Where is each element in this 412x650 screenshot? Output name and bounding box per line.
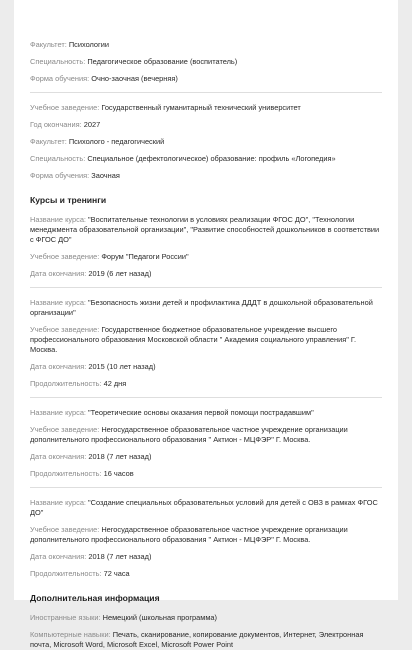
course-end-date-row: Дата окончания: 2018 (7 лет назад) <box>30 452 152 461</box>
course-institution-row: Учебное заведение: Негосударственное образовательное частное учреждение организации дополнительного профессионального образования " Актион - МЦФЭР" Г. Москва. <box>30 425 348 444</box>
resume-page <box>14 0 398 649</box>
course-item <box>30 408 382 479</box>
course-duration-row: Продолжительность: 72 часа <box>30 569 130 578</box>
course-item <box>30 215 382 279</box>
divider <box>30 487 382 488</box>
course-item <box>30 298 382 389</box>
graduation-year-row: Год окончания: 2027 <box>30 120 101 129</box>
divider <box>30 397 382 398</box>
course-name-row: Название курса: "Создание специальных образовательных условий для детей с ОВЗ в рамках ФГОС ДО" <box>30 498 378 517</box>
course-duration-row: Продолжительность: 42 дня <box>30 379 127 388</box>
course-institution-row: Учебное заведение: Негосударственное образовательное частное учреждение организации дополнительного профессионального образования " Актион - МЦФЭР" Г. Москва. <box>30 525 348 544</box>
course-end-date-row: Дата окончания: 2018 (7 лет назад) <box>30 552 152 561</box>
computer-skills-row: Компьютерные навыки: Печать, сканирование, копирование документов, Интернет, Электронная почта, Microsoft Word, Microsoft Excel, Microsoft Power Point <box>30 630 364 649</box>
course-item <box>30 498 382 579</box>
specialty-row: Специальность: Специальное (дефектологическое) образование: профиль «Логопедия» <box>30 154 336 163</box>
study-form-row: Форма обучения: Очно-заочная (вечерняя) <box>30 74 178 83</box>
course-name-row: Название курса: "Безопасность жизни детей и профилактика ДДДТ в дошкольной образовательной организации" <box>30 298 373 317</box>
course-institution-row: Учебное заведение: Государственное бюджетное образовательное учреждение высшего профессионального образования Московской области " Академия социального управления" Г. Москва. <box>30 325 357 354</box>
institution-row: Учебное заведение: Государственный гуманитарный технический университет <box>30 103 301 112</box>
courses-section-title: Курсы и тренинги <box>30 195 107 205</box>
course-end-date-row: Дата окончания: 2019 (6 лет назад) <box>30 269 152 278</box>
course-name-row: Название курса: "Воспитательные технологии в условиях реализации ФГОС ДО", "Технологии менеджмента образовательной организации", "Развитие способностей дошкольников в соответствии с ФГОС ДО" <box>30 215 380 244</box>
languages-row: Иностранные языки: Немецкий (школьная программа) <box>30 613 217 622</box>
divider <box>30 92 382 93</box>
course-duration-row: Продолжительность: 16 часов <box>30 469 134 478</box>
course-institution-row: Учебное заведение: Форум "Педагоги России" <box>30 252 189 261</box>
additional-section-title: Дополнительная информация <box>30 593 160 603</box>
faculty-row: Факультет: Психологии <box>30 40 109 49</box>
study-form-row: Форма обучения: Заочная <box>30 171 120 180</box>
course-end-date-row: Дата окончания: 2015 (10 лет назад) <box>30 362 156 371</box>
course-name-row: Название курса: "Теоретические основы оказания первой помощи пострадавшим" <box>30 408 314 417</box>
divider <box>30 287 382 288</box>
faculty-row: Факультет: Психолого - педагогический <box>30 137 165 146</box>
specialty-row: Специальность: Педагогическое образование (воспитатель) <box>30 57 238 66</box>
